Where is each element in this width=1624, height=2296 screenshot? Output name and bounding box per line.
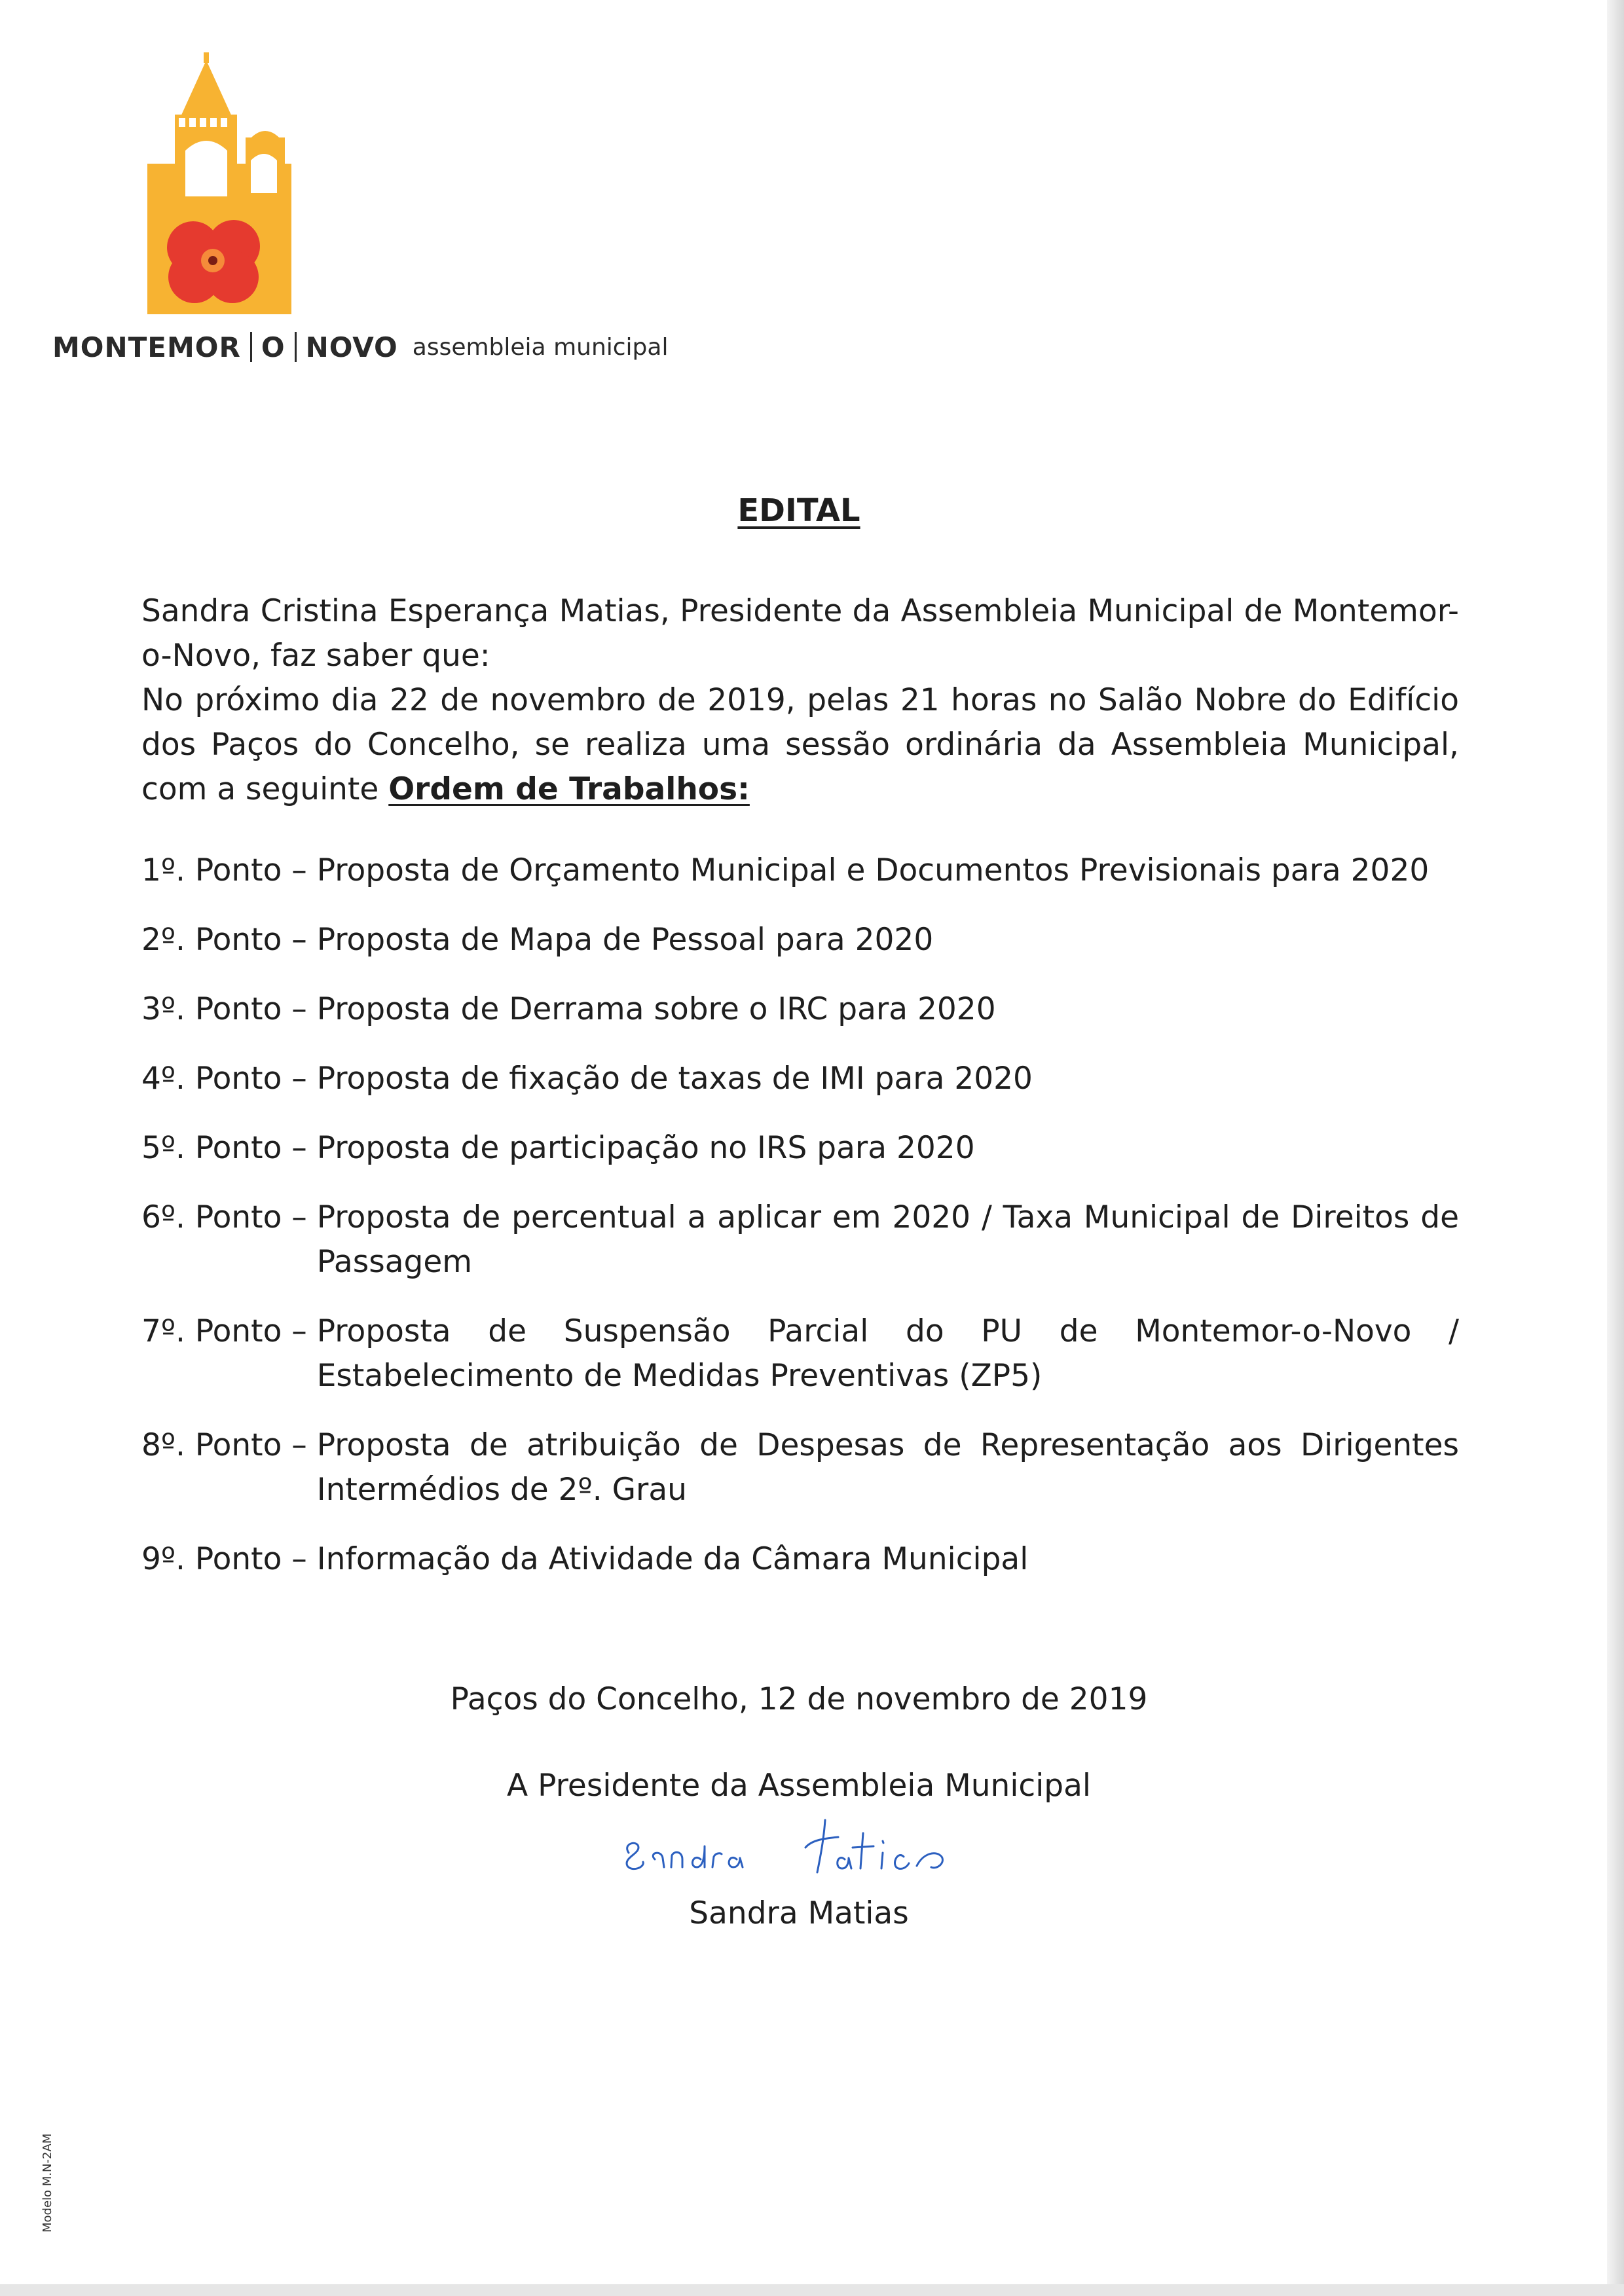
- brand-part-montemor: MONTEMOR: [52, 331, 241, 363]
- agenda-item: [141, 1195, 1459, 1285]
- agenda-item: [141, 1126, 1459, 1171]
- brand-part-o: O: [261, 331, 286, 363]
- tower-with-red-poppy-icon: [141, 52, 298, 314]
- agenda-item-number: 3º. Ponto –: [141, 991, 317, 1027]
- intro-line-1: Sandra Cristina Esperança Matias, Presidente da Assembleia Municipal de Montemor-o-Novo, faz saber que:: [141, 593, 1459, 674]
- agenda-item-number: 4º. Ponto –: [141, 1061, 317, 1097]
- brand-separator: [250, 332, 252, 362]
- brand-wordmark: [52, 327, 707, 367]
- agenda-item: [141, 1309, 1459, 1398]
- model-code: [41, 2128, 56, 2232]
- agenda-item-text: Proposta de Derrama sobre o IRC para 2020: [316, 991, 996, 1027]
- agenda-item-text: Proposta de percentual a aplicar em 2020 / Taxa Municipal de Direitos de Passagem: [316, 1199, 1459, 1280]
- agenda-item: [141, 1057, 1459, 1101]
- agenda-item-text: Proposta de fixação de taxas de IMI para 2020: [316, 1061, 1033, 1097]
- agenda-item-number: 5º. Ponto –: [141, 1130, 317, 1166]
- agenda-item-number: 1º. Ponto –: [141, 852, 317, 888]
- brand-subtitle: assembleia municipal: [412, 333, 669, 361]
- agenda-item-number: 8º. Ponto –: [141, 1427, 317, 1463]
- agenda-item-number: 6º. Ponto –: [141, 1199, 317, 1235]
- document-title: EDITAL: [737, 492, 860, 529]
- agenda-item-text: Proposta de Orçamento Municipal e Documentos Previsionais para 2020: [316, 852, 1430, 888]
- page-edge-shadow: [1607, 0, 1624, 2296]
- agenda-item: [141, 987, 1459, 1032]
- agenda-list: [141, 848, 1459, 1607]
- signer-title: A Presidente da Assembleia Municipal: [507, 1768, 1091, 1804]
- brand-part-novo: NOVO: [305, 331, 398, 363]
- agenda-item-number: 9º. Ponto –: [141, 1541, 317, 1577]
- intro-line-2: [141, 678, 1459, 812]
- model-code-text: Modelo M.N-2AM: [41, 2133, 54, 2232]
- signer-name: Sandra Matias: [689, 1895, 909, 1931]
- brand-separator: [295, 332, 297, 362]
- agenda-item-text: Proposta de Suspensão Parcial do PU de Montemor-o-Novo / Estabelecimento de Medidas Preventivas (ZP5): [316, 1313, 1459, 1394]
- agenda-item: [141, 1537, 1459, 1582]
- agenda-item-text: Proposta de participação no IRS para 2020: [316, 1130, 975, 1166]
- agenda-item: [141, 1423, 1459, 1512]
- agenda-item: [141, 848, 1459, 893]
- page-bottom-edge: [0, 2284, 1624, 2296]
- agenda-item: [141, 918, 1459, 962]
- place-and-date: Paços do Concelho, 12 de novembro de 2019: [450, 1681, 1148, 1717]
- intro-paragraph: [141, 589, 1459, 812]
- agenda-item-text: Proposta de atribuição de Despesas de Representação aos Dirigentes Intermédios de 2º. Grau: [316, 1427, 1459, 1508]
- agenda-item-text: Informação da Atividade da Câmara Municipal: [316, 1541, 1029, 1577]
- agenda-item-text: Proposta de Mapa de Pessoal para 2020: [316, 922, 934, 958]
- agenda-heading: Ordem de Trabalhos:: [388, 771, 750, 807]
- intro-line-2-text: No próximo dia 22 de novembro de 2019, pelas 21 horas no Salão Nobre do Edifício dos Paços do Concelho, se realiza uma sessão ordinária da Assembleia Municipal, com a seguinte: [141, 682, 1459, 807]
- agenda-item-number: 2º. Ponto –: [141, 922, 317, 958]
- agenda-item-number: 7º. Ponto –: [141, 1313, 317, 1349]
- handwritten-signature: [609, 1807, 976, 1886]
